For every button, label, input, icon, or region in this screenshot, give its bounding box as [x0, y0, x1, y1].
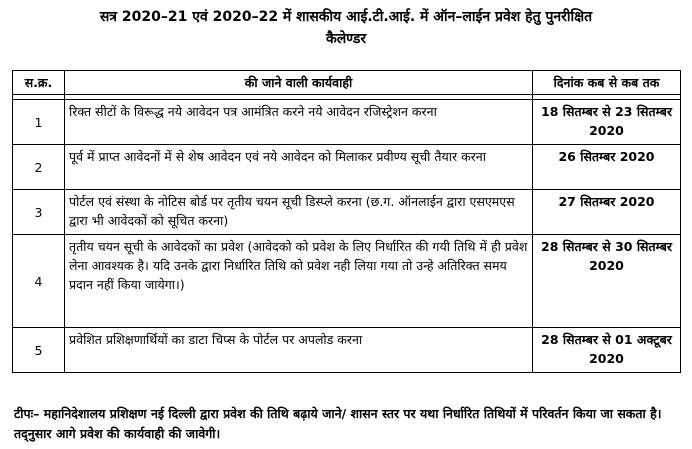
row-action: पूर्व में प्राप्त आवेदनों में से शेष आवेदन एवं नये आवेदन को मिलाकर प्रवीण्य सूची तैयार करना	[65, 145, 533, 190]
row-date: 26 सितम्बर 2020	[533, 145, 681, 190]
table-row	[13, 235, 681, 328]
row-serial: 1	[13, 100, 65, 145]
row-action: रिक्त सीटों के विरूद्ध नये आवेदन पत्र आमंत्रित करने नये आवेदन रजिस्ट्रेशन करना	[65, 100, 533, 145]
row-serial: 3	[13, 190, 65, 235]
header-date: दिनांक कब से कब तक	[533, 71, 681, 95]
table-header-row	[13, 71, 681, 95]
row-serial: 2	[13, 145, 65, 190]
page-title	[0, 6, 692, 50]
row-action: पोर्टल एवं संस्था के नोटिस बोर्ड पर तृतीय चयन सूची डिस्प्ले करना (छ.ग. ऑनलाईन द्वारा एसएमएस द्वारा भी आवेदकों को सूचित करना)	[65, 190, 533, 235]
row-date: 28 सितम्बर से 30 सितम्बर 2020	[533, 235, 681, 328]
row-action: तृतीय चयन सूची के आवेदकों का प्रवेश (आवेदको को प्रवेश के लिए निर्धारित की गयी तिथि में ही प्रवेश लेना आवश्यक है। यदि उनके द्वारा निर्धारित तिथि को प्रवेश नही लिया गया तो उन्हे अतिरिक्त समय प्रदान नहीं किया जायेगा।)	[65, 235, 533, 328]
table-row	[13, 100, 681, 145]
header-action: की जाने वाली कार्यवाही	[65, 71, 533, 95]
admission-calendar-table	[12, 70, 681, 373]
row-date: 18 सितम्बर से 23 सितम्बर 2020	[533, 100, 681, 145]
row-serial: 4	[13, 235, 65, 328]
table-row	[13, 328, 681, 373]
row-serial: 5	[13, 328, 65, 373]
header-serial: स.क्र.	[13, 71, 65, 95]
table-row	[13, 190, 681, 235]
row-date: 28 सितम्बर से 01 अक्टूबर 2020	[533, 328, 681, 373]
footnote: टीपः– महानिदेशालय प्रशिक्षण नई दिल्ली द्वारा प्रवेश की तिथि बढ़ाये जाने/ शासन स्तर पर यथा निर्धारित तिथियों में परिवर्तन किया जा सकता है। तद्नुसार आगे प्रवेश की कार्यवाही की जावेगी।	[14, 406, 662, 441]
title-line-1: सत्र 2020–21 एवं 2020–22 में शासकीय आई.टी.आई. में ऑन–लाईन प्रवेश हेतु पुनरीक्षित	[99, 9, 593, 25]
table-row	[13, 145, 681, 190]
row-action: प्रवेशित प्रशिक्षणार्थियों का डाटा चिप्स के पोर्टल पर अपलोड करना	[65, 328, 533, 373]
row-date: 27 सितम्बर 2020	[533, 190, 681, 235]
title-line-2: कैलेण्डर	[325, 31, 367, 47]
